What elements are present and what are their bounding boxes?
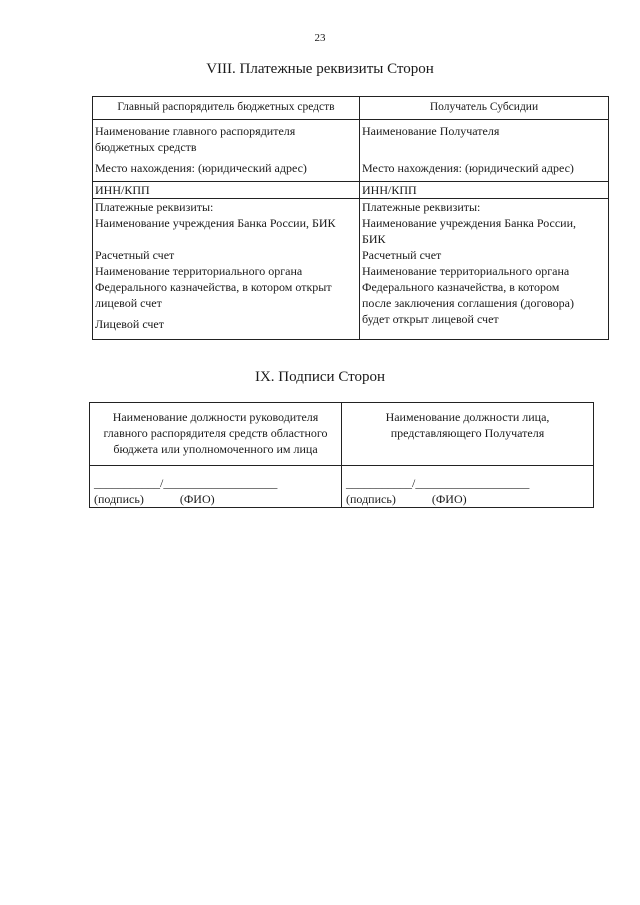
- text-line: Расчетный счет: [95, 248, 175, 262]
- text-line: Наименование учреждения Банка России, БИК: [95, 216, 336, 230]
- signature-line: ___________/___________________: [94, 476, 278, 490]
- text-line: бюджета или уполномоченного им лица: [113, 442, 318, 456]
- header-budget-manager: Главный распорядитель бюджетных средств: [93, 97, 360, 120]
- text-line: Наименование главного распорядителя: [95, 124, 296, 138]
- text-line: Расчетный счет: [362, 248, 442, 262]
- text-line: Наименование должности руководителя: [112, 410, 319, 424]
- recipient-name-address-cell: [360, 120, 609, 182]
- text-line: БИК: [362, 232, 386, 246]
- text-line: Место нахождения: (юридический адрес): [95, 161, 307, 175]
- manager-bank-details-cell: [93, 199, 360, 340]
- recipient-signature-cell: [342, 466, 594, 508]
- text-line: бюджетных средств: [95, 140, 197, 154]
- manager-inn-kpp: ИНН/КПП: [93, 182, 360, 199]
- text-line: Наименование территориального органа: [362, 264, 570, 278]
- text-line: главного распорядителя средств областного: [103, 426, 328, 440]
- text-line: Место нахождения: (юридический адрес): [362, 161, 574, 175]
- signature-line: ___________/___________________: [346, 476, 530, 490]
- text-line: Платежные реквизиты:: [362, 200, 481, 214]
- manager-name-address-cell: [93, 120, 360, 182]
- text-line: Наименование учреждения Банка России,: [362, 216, 576, 230]
- manager-signature-cell: [90, 466, 342, 508]
- signature-labels: (подпись) (ФИО): [346, 492, 467, 506]
- page-number: 23: [314, 32, 326, 44]
- text-line: после заключения соглашения (договора): [362, 296, 574, 310]
- recipient-inn-kpp: ИНН/КПП: [360, 182, 609, 199]
- text-line: будет открыт лицевой счет: [362, 312, 499, 326]
- signatures-table: [89, 402, 594, 508]
- text-line: Лицевой счет: [95, 317, 165, 331]
- text-line: Наименование Получателя: [362, 124, 500, 138]
- text-line: Наименование территориального органа: [95, 264, 303, 278]
- manager-position-header: [90, 403, 342, 466]
- recipient-bank-details-cell: [360, 199, 609, 340]
- payment-details-table: [92, 96, 609, 340]
- header-subsidy-recipient: Получатель Субсидии: [360, 97, 609, 120]
- text-line: Наименование должности лица,: [385, 410, 550, 424]
- text-line: Федерального казначейства, в котором: [362, 280, 560, 294]
- section-9-title: IX. Подписи Сторон: [254, 369, 386, 385]
- recipient-position-header: [342, 403, 594, 466]
- signature-labels: (подпись) (ФИО): [94, 492, 215, 506]
- text-line: лицевой счет: [95, 296, 162, 310]
- section-8-title: VIII. Платежные реквизиты Сторон: [206, 61, 434, 77]
- text-line: Платежные реквизиты:: [95, 200, 214, 214]
- text-line: Федерального казначейства, в котором открыт: [95, 280, 332, 294]
- text-line: представляющего Получателя: [390, 426, 545, 440]
